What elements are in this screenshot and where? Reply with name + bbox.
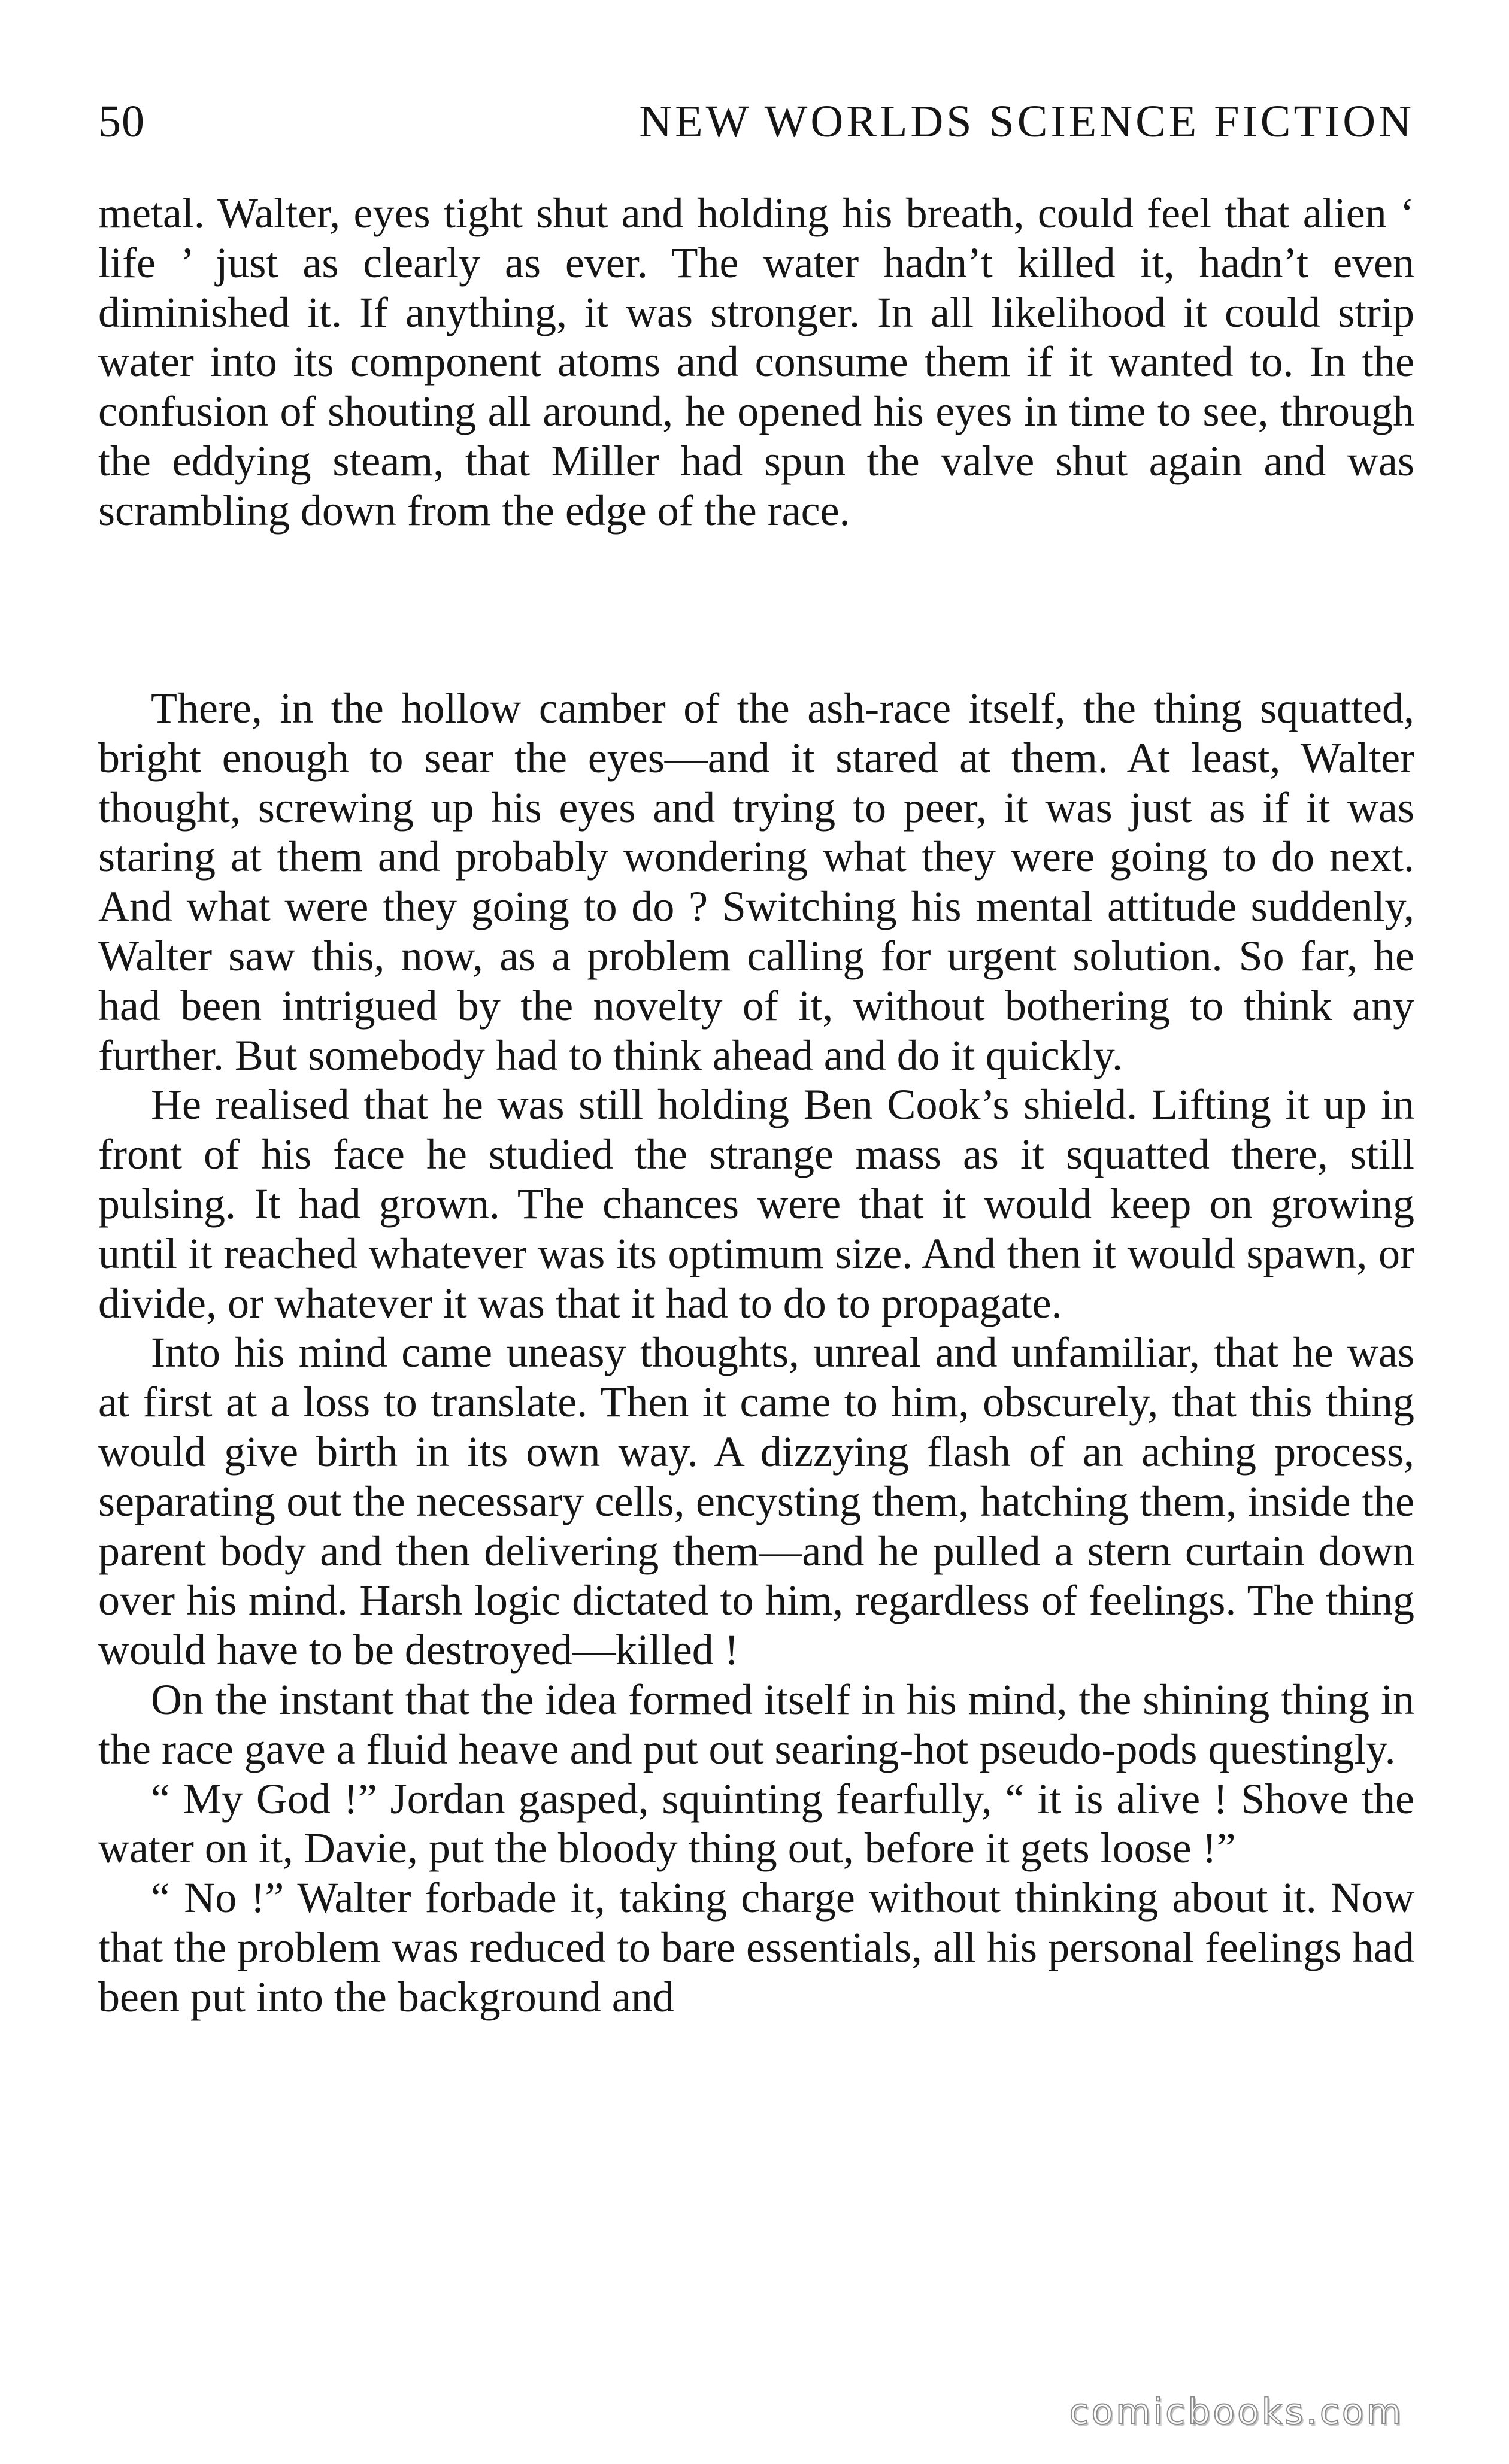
running-header bbox=[98, 89, 1414, 154]
paragraph: There, in the hollow camber of the ash-race itself, the thing squatted, bright enough to sear the eyes—and it stared at them. At least, Walter thought, screwing up his eyes and trying to peer, it was just as if it was staring at them and probably wondering what they were going to do next. And what were they going to do ? Switching his mental attitude suddenly, Walter saw this, now, as a problem calling for urgent solution. So far, he had been intrigued by the novelty of it, without bothering to think any further. But somebody had to think ahead and do it quickly. bbox=[98, 684, 1414, 1079]
running-head-title: NEW WORLDS SCIENCE FICTION bbox=[639, 96, 1414, 147]
page-number: 50 bbox=[98, 96, 145, 147]
paragraph: metal. Walter, eyes tight shut and holding his breath, could feel that alien ‘ life ’ just as clearly as ever. The water hadn’t killed it, hadn’t even diminished it. If anything, it was stronger. In all likelihood it could strip water into its component atoms and consume them if it wanted to. In the confusion of shouting all around, he opened his eyes in time to see, through the eddying steam, that Miller had spun the valve shut again and was scrambling down from the edge of the race. bbox=[98, 189, 1414, 535]
watermark: comicbooks.com bbox=[1069, 2391, 1404, 2433]
paragraph: “ My God !” Jordan gasped, squinting fearfully, “ it is alive ! Shove the water on it, Davie, put the bloody thing out, before it gets loose !” bbox=[98, 1774, 1414, 1873]
paragraph: Into his mind came uneasy thoughts, unreal and unfamiliar, that he was at first at a loss to translate. Then it came to him, obscurely, that this thing would give birth in its own way. A dizzying flash of an aching process, separating out the necessary cells, encysting them, hatching them, inside the parent body and then delivering them—and he pulled a stern curtain down over his mind. Harsh logic dictated to him, regardless of feelings. The thing would have to be destroyed—killed ! bbox=[98, 1328, 1414, 1674]
paragraph: He realised that he was still holding Ben Cook’s shield. Lifting it up in front of his face he studied the strange mass as it squatted there, still pulsing. It had grown. The chances were that it would keep on growing until it reached whatever was its optimum size. And then it would spawn, or divide, or whatever it was that it had to do to propagate. bbox=[98, 1081, 1414, 1327]
paragraph: On the instant that the idea formed itself in his mind, the shining thing in the race gave a fluid heave and put out searing-hot pseudo-pods questingly. bbox=[98, 1675, 1414, 1773]
text-section-1 bbox=[98, 189, 1414, 536]
paragraph: “ No !” Walter forbade it, taking charge without thinking about it. Now that the problem was reduced to bare essentials, all his personal feelings had been put into the background and bbox=[98, 1874, 1414, 2021]
text-section-2 bbox=[98, 684, 1414, 2022]
